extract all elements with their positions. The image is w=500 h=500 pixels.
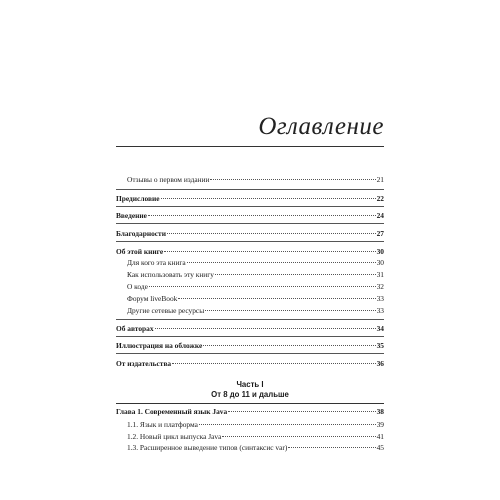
toc-entry-page: 30: [376, 247, 384, 256]
toc-entry[interactable]: [127, 175, 384, 184]
toc-subentry[interactable]: [127, 258, 384, 267]
part-label: Часть I: [236, 380, 264, 389]
leader-dots: [172, 362, 375, 364]
leader-dots: [215, 273, 376, 275]
toc-subentry[interactable]: [127, 420, 384, 429]
leader-dots: [167, 232, 376, 234]
toc-entry[interactable]: [116, 211, 384, 220]
toc-entry[interactable]: [116, 359, 384, 368]
toc-entry-page: 41: [376, 432, 384, 441]
leader-dots: [161, 197, 376, 199]
toc-entry-label: Введение: [116, 211, 147, 220]
toc-entry-label: Глава 1. Современный язык Java: [116, 407, 228, 416]
leader-dots: [288, 446, 375, 448]
leader-dots: [210, 178, 375, 180]
page-title: Оглавление: [258, 113, 384, 140]
toc-subentry[interactable]: [127, 270, 384, 279]
leader-dots: [199, 423, 376, 425]
toc-entry-label: Как использовать эту книгу: [127, 270, 214, 279]
toc-entry-label: Об этой книге: [116, 247, 164, 256]
leader-dots: [148, 214, 376, 216]
toc-entry-label: 1.2. Новый цикл выпуска Java: [127, 432, 222, 441]
toc-chapter[interactable]: [116, 407, 384, 416]
toc-entry[interactable]: [116, 229, 384, 238]
toc-entry-label: От издательства: [116, 359, 172, 368]
leader-dots: [149, 285, 376, 287]
toc-entry-page: 27: [376, 229, 384, 238]
toc-subentry[interactable]: [127, 306, 384, 315]
divider: [116, 223, 384, 224]
toc-entry-page: 24: [376, 211, 384, 220]
toc-entry-page: 32: [376, 282, 384, 291]
leader-dots: [178, 297, 375, 299]
toc-entry[interactable]: [116, 341, 384, 350]
toc-entry-label: 1.1. Язык и платформа: [127, 420, 198, 429]
toc-entry-label: 1.3. Расширенное выведение типов (синтаксис var): [127, 443, 288, 452]
toc-entry-label: О коде: [127, 282, 148, 291]
toc-entry-label: Форум liveBook: [127, 294, 178, 303]
toc-entry-page: 35: [376, 341, 384, 350]
divider: [116, 206, 384, 207]
toc-entry-page: 30: [376, 258, 384, 267]
toc-entry-label: Предисловие: [116, 194, 160, 203]
toc-entry-label: Отзывы о первом издании: [127, 175, 210, 184]
divider: [116, 319, 384, 320]
toc-subentry[interactable]: [127, 294, 384, 303]
toc-entry-page: 31: [376, 270, 384, 279]
toc-entry-page: 36: [376, 359, 384, 368]
toc-entry[interactable]: [116, 194, 384, 203]
toc-entry-page: 45: [376, 443, 384, 452]
toc-entry-page: 38: [376, 407, 384, 416]
toc-entry-page: 22: [376, 194, 384, 203]
divider: [116, 336, 384, 337]
toc-entry-page: 39: [376, 420, 384, 429]
leader-dots: [228, 410, 375, 412]
leader-dots: [155, 327, 376, 329]
divider: [116, 403, 384, 404]
toc-subentry[interactable]: [127, 432, 384, 441]
toc-subentry[interactable]: [127, 443, 384, 452]
toc-entry-label: Иллюстрация на обложке: [116, 341, 203, 350]
title-rule: [116, 146, 384, 147]
divider: [116, 353, 384, 354]
leader-dots: [187, 261, 376, 263]
toc-entry-label: Благодарности: [116, 229, 166, 238]
toc-entry-page: 33: [376, 306, 384, 315]
toc-entry-page: 34: [376, 324, 384, 333]
toc-entry-label: Об авторах: [116, 324, 154, 333]
divider: [116, 241, 384, 242]
toc-entry-label: Другие сетевые ресурсы: [127, 306, 205, 315]
toc-entry[interactable]: [116, 247, 384, 256]
leader-dots: [205, 309, 375, 311]
leader-dots: [164, 250, 375, 252]
leader-dots: [222, 435, 375, 437]
part-title: От 8 до 11 и дальше: [211, 390, 289, 399]
toc-entry-page: 33: [376, 294, 384, 303]
toc-entry-label: Для кого эта книга: [127, 258, 186, 267]
toc-subentry[interactable]: [127, 282, 384, 291]
leader-dots: [203, 344, 375, 346]
divider: [116, 189, 384, 190]
toc-entry[interactable]: [116, 324, 384, 333]
toc-entry-page: 21: [376, 175, 384, 184]
